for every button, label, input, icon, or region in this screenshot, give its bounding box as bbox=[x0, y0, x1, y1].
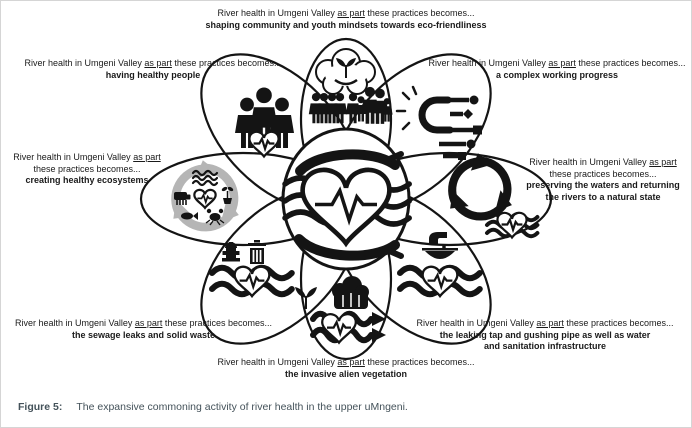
label-bottom-intro: River health in Umgeni Valley as part these practices becomes... bbox=[217, 357, 475, 367]
label-bottom-right-intro: River health in Umgeni Valley as part these practices becomes... bbox=[416, 318, 674, 328]
label-top-right bbox=[421, 58, 692, 81]
label-right-bold-line1: preserving the waters and returning bbox=[526, 180, 680, 190]
label-right-bold-line2: the rivers to a natural state bbox=[545, 191, 661, 202]
label-top bbox=[107, 8, 585, 31]
healthy-people-icon bbox=[235, 87, 294, 156]
label-right bbox=[513, 157, 692, 203]
label-left-intro-line1: River health in Umgeni Valley as part bbox=[13, 152, 161, 162]
label-bottom-right bbox=[399, 318, 691, 353]
label-left-intro-line2: these practices becomes... bbox=[33, 163, 141, 174]
figure-caption-text: The expansive commoning activity of river health in the upper uMngeni. bbox=[76, 401, 408, 413]
label-bottom-left-intro: River health in Umgeni Valley as part these practices becomes... bbox=[15, 318, 272, 328]
ecosystem-recycle-icon bbox=[166, 160, 253, 242]
label-top-right-intro: River health in Umgeni Valley as part these practices becomes... bbox=[428, 58, 686, 68]
figure-caption-label: Figure 5: bbox=[18, 401, 63, 413]
label-bottom-right-bold-line1: the leaking tap and gushing pipe as well as water bbox=[439, 329, 651, 340]
label-bottom-bold: the invasive alien vegetation bbox=[284, 368, 408, 379]
label-top-left bbox=[3, 58, 303, 81]
figure-caption bbox=[18, 401, 408, 413]
label-top-left-bold: having healthy people bbox=[105, 69, 201, 80]
invasive-vegetation-icon bbox=[295, 276, 386, 343]
label-bottom-left bbox=[1, 318, 286, 341]
label-bottom-left-bold: the sewage leaks and solid waste bbox=[71, 329, 216, 340]
sewage-waste-icon bbox=[212, 240, 292, 296]
label-bottom-right-bold-line2: and sanitation infrastructure bbox=[483, 341, 607, 351]
mindset-cloud-icon bbox=[316, 49, 375, 94]
label-top-bold: shaping community and youth mindsets towards eco-friendliness bbox=[205, 19, 487, 30]
label-top-right-bold: a complex working progress bbox=[495, 69, 619, 80]
label-right-intro-line1: River health in Umgeni Valley as part bbox=[529, 157, 677, 167]
label-left-bold: creating healthy ecosystems bbox=[25, 175, 149, 185]
label-right-intro-line2: these practices becomes... bbox=[549, 168, 657, 179]
label-left bbox=[1, 152, 173, 187]
label-bottom bbox=[154, 357, 538, 380]
label-top-intro: River health in Umgeni Valley as part these practices becomes... bbox=[217, 8, 475, 18]
label-top-left-intro: River health in Umgeni Valley as part these practices becomes... bbox=[24, 58, 282, 68]
